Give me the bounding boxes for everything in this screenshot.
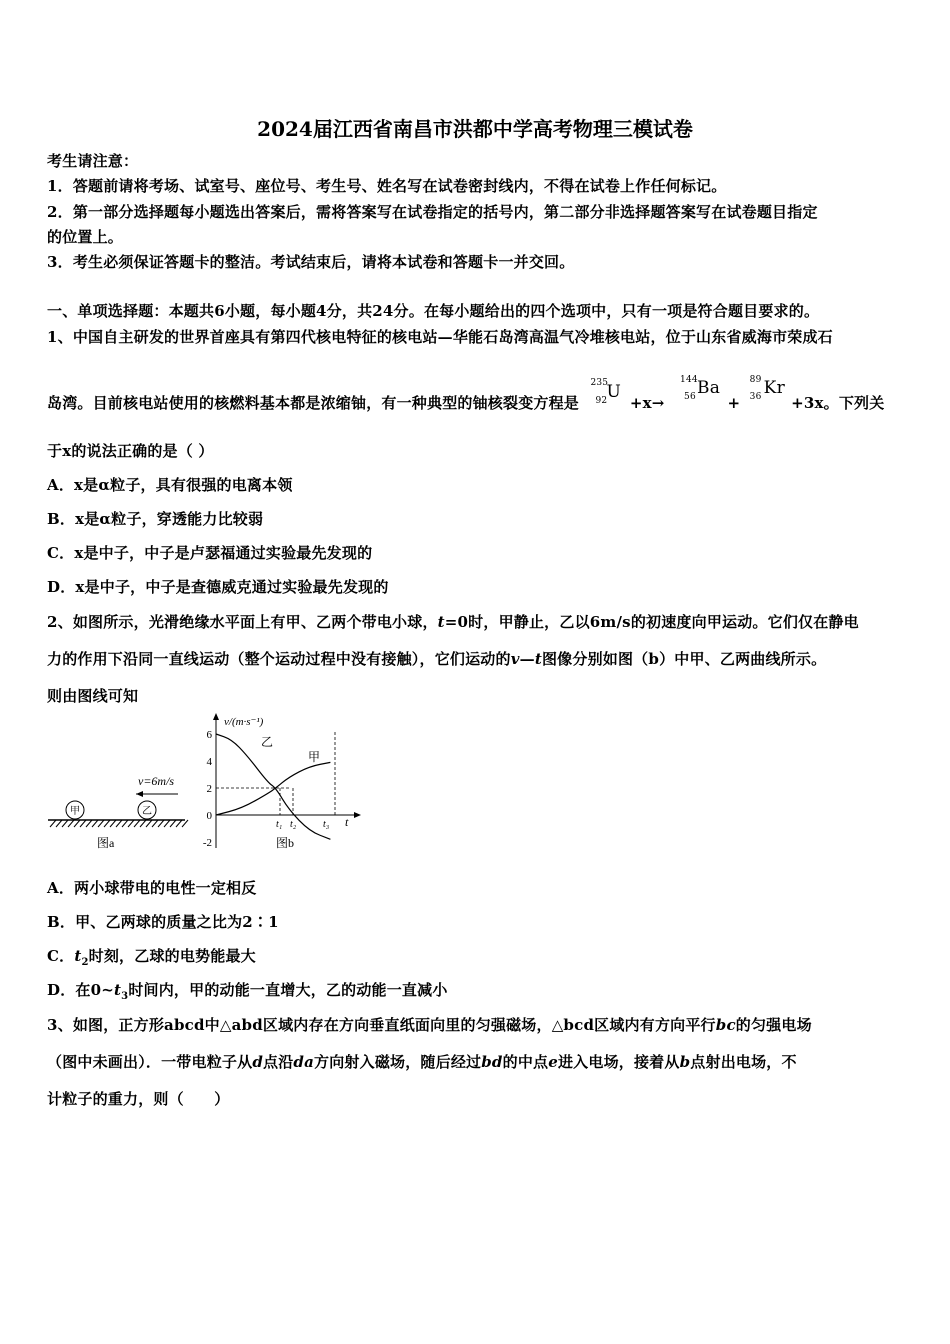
q2-optc-sub: 2: [81, 957, 89, 968]
hatch-line: [104, 820, 110, 827]
barium-nuclide: [670, 375, 722, 408]
ba-symbol: Ba: [697, 378, 721, 398]
hatch-line: [92, 820, 98, 827]
q2-option-c: [47, 945, 256, 968]
q2-line1: [47, 611, 859, 632]
q3-l2c: 方向射入磁场，随后经过: [314, 1053, 482, 1071]
q2-option-d: [47, 979, 448, 1002]
q3-line3: 计粒子的重力，则（ ）: [47, 1090, 230, 1108]
caption-b: 图b: [276, 836, 295, 850]
q3-line1: [47, 1014, 812, 1035]
q1-line1: 1、中国自主研发的世界首座具有第四代核电特征的核电站—华能石岛湾高温气冷堆核电站，位于山东省威海市荣成石: [47, 328, 833, 346]
q3-line2: [47, 1051, 797, 1072]
hatch-line: [140, 820, 146, 827]
q1-option-b: B．x是α粒子，穿透能力比较弱: [47, 510, 264, 528]
hatch-line: [56, 820, 62, 827]
hatch-line: [110, 820, 116, 827]
q3-l1-bc: bc: [715, 1016, 736, 1034]
notice-item-3: 3．考生必须保证答题卡的整洁。考试结束后，请将本试卷和答题卡一并交回。: [47, 253, 575, 271]
q2-l1a: 2、如图所示，光滑绝缘水平面上有甲、乙两个带电小球，: [47, 613, 438, 631]
hatch-line: [80, 820, 86, 827]
u-mass: 235: [590, 378, 609, 388]
q2-option-b: B．甲、乙两球的质量之比为2∶1: [47, 913, 279, 931]
hatch-line: [158, 820, 164, 827]
q3-l2g: 点射出电场，不: [690, 1053, 797, 1071]
ba-mass: 144: [680, 375, 698, 385]
caption-a: 图a: [97, 836, 115, 850]
hatch-line: [68, 820, 74, 827]
velocity-arrow-head: [136, 791, 143, 797]
y-tick-label: 6: [206, 729, 212, 741]
q1-line2-tail: +3x。下列关: [791, 394, 885, 412]
notice-item-2: 2．第一部分选择题每小题选出答案后，需将答案写在试卷指定的括号内，第二部分非选择题答案写在试卷题目指定: [47, 203, 818, 221]
q2-optd-t: t: [114, 981, 122, 999]
ball-yi-label: 乙: [142, 806, 152, 817]
kr-symbol: Kr: [763, 378, 785, 398]
krypton-nuclide: [746, 375, 786, 408]
y-axis-arrow: [213, 713, 219, 720]
u-symbol: U: [606, 382, 621, 402]
q3-l2-e: e: [548, 1053, 558, 1071]
curve-jia: [216, 762, 330, 815]
u-charge: 92: [595, 396, 608, 406]
hatch-line: [122, 820, 128, 827]
y-tick-label: 0: [206, 810, 212, 822]
tick-t2: t₂: [290, 819, 297, 830]
q2-optc-post: 时刻，乙球的电势能最大: [88, 947, 256, 965]
q3-l2f: 进入电场，接着从: [557, 1053, 680, 1071]
q3-l1a: 3、如图，正方形abcd中△abd区域内存在方向垂直纸面向里的匀强磁场，△bcd区域内有方向平行: [47, 1016, 716, 1034]
uranium-nuclide: [584, 378, 624, 408]
hatch-line: [152, 820, 158, 827]
tick-t3: t₃: [323, 819, 330, 830]
q3-l1b: 的匀强电场: [735, 1016, 812, 1034]
hatch-line: [116, 820, 122, 827]
q2-l2b: 图像分别如图（b）中甲、乙两曲线所示。: [541, 650, 827, 668]
hatch-line: [176, 820, 182, 827]
q2-l1b: =0时，甲静止，乙以6m/s的初速度向甲运动。它们仅在静电: [444, 613, 859, 631]
q1-line2-text: 岛湾。目前核电站使用的核燃料基本都是浓缩铀，有一种典型的铀核裂变方程是: [47, 394, 580, 412]
vt-graph: [203, 713, 361, 850]
q2-l2-t: t: [534, 650, 542, 668]
q1-option-a: A．x是α粒子，具有很强的电离本领: [47, 476, 293, 494]
q1-option-c: C．x是中子，中子是卢瑟福通过实验最先发现的: [47, 544, 373, 562]
q2-figure: [40, 708, 370, 858]
q2-l2-v: v: [510, 650, 520, 668]
q3-l2a: （图中未画出）．一带电粒子从: [47, 1053, 253, 1071]
hatch-line: [128, 820, 134, 827]
curve-jia-label: 甲: [308, 750, 321, 764]
plus-sign: +: [727, 394, 741, 412]
hatch-line: [164, 820, 170, 827]
q2-optd-post: 时间内，甲的动能一直增大，乙的动能一直减小: [128, 981, 448, 999]
y-ticks: [203, 729, 213, 849]
hatch-line: [98, 820, 104, 827]
x-axis-label: t: [345, 815, 349, 829]
hatch-line: [74, 820, 80, 827]
y-axis-label: v/(m·s⁻¹): [224, 716, 264, 728]
q3-l2-bd: bd: [481, 1053, 503, 1071]
ba-charge: 56: [684, 392, 696, 402]
q2-optd-pre: D．在0~: [47, 981, 115, 999]
notice-item-2-cont: 的位置上。: [47, 228, 124, 246]
x-axis-arrow: [354, 812, 361, 818]
q3-l2b: 点沿: [263, 1053, 294, 1071]
hatch-line: [50, 820, 56, 827]
hatch-line: [62, 820, 68, 827]
q2-optd-sub: 3: [121, 991, 129, 1002]
ball-jia-label: 甲: [70, 806, 80, 817]
hatch-line: [86, 820, 92, 827]
section-heading: 一、单项选择题：本题共6小题，每小题4分，共24分。在每小题给出的四个选项中，只有一项是符合题目要求的。: [47, 302, 820, 320]
curve-yi-label: 乙: [261, 735, 274, 749]
q3-l2-b: b: [679, 1053, 691, 1071]
q3-l2-da: da: [293, 1053, 315, 1071]
hatch-line: [134, 820, 140, 827]
hatch-line: [182, 820, 188, 827]
q2-line2: [47, 648, 826, 669]
q1-line3: 于x的说法正确的是（ ）: [47, 442, 214, 460]
page-title: 2024届江西省南昌市洪都中学高考物理三模试卷: [257, 117, 693, 141]
q2-l2a: 力的作用下沿同一直线运动（整个运动过程中没有接触），它们运动的: [47, 650, 511, 668]
hatch-line: [146, 820, 152, 827]
q2-option-a: A．两小球带电的电性一定相反: [47, 879, 257, 897]
q3-l2e-pre: 的中点: [502, 1053, 549, 1071]
y-tick-label: -2: [202, 837, 212, 849]
notice-header: 考生请注意：: [47, 152, 139, 170]
tick-t1: t₁: [276, 819, 283, 830]
q2-l1-t: t: [437, 613, 445, 631]
plus-x-arrow: +x→: [629, 394, 665, 412]
hatch-line: [170, 820, 176, 827]
notice-item-1: 1．答题前请将考场、试室号、座位号、考生号、姓名写在试卷密封线内，不得在试卷上作任何标记。: [47, 177, 727, 195]
velocity-label: v=6m/s: [138, 774, 175, 788]
kr-charge: 36: [749, 392, 762, 402]
ground-hatching: [50, 820, 188, 827]
q2-optc-t: t: [74, 947, 82, 965]
q1-option-d: D．x是中子，中子是查德威克通过实验最先发现的: [47, 578, 389, 596]
q2-optc-pre: C．: [47, 947, 75, 965]
y-tick-label: 2: [206, 783, 212, 795]
kr-mass: 89: [749, 375, 762, 385]
q1-line2: [47, 375, 885, 413]
q2-line3: 则由图线可知: [47, 687, 139, 705]
q2-l2-dash: —: [519, 650, 535, 668]
q3-l2-d: d: [252, 1053, 264, 1071]
y-tick-label: 4: [206, 756, 212, 768]
